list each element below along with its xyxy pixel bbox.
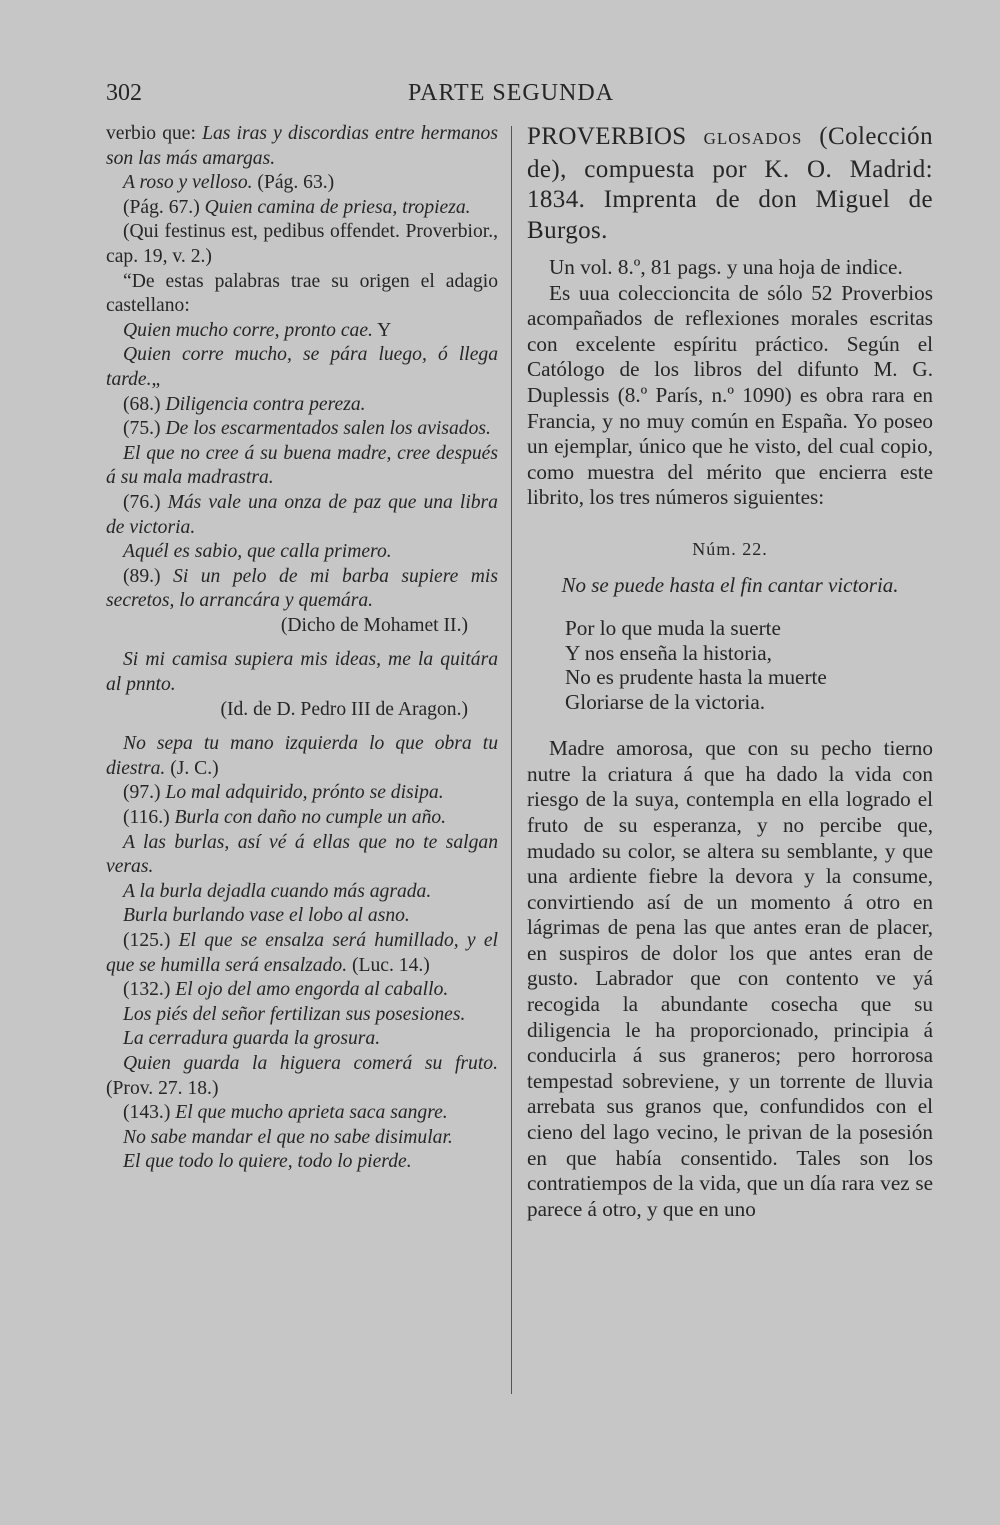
- proverb-paragraph: Los piés del señor fertilizan sus posesiones.: [123, 1003, 466, 1025]
- proverb-paragraph: El que no cree á su buena madre, cree después á su mala madrastra.: [106, 442, 498, 489]
- proverb-paragraph: “De estas palabras trae su origen el adagio castellano:: [106, 270, 498, 317]
- proverb-paragraph: verbio que: Las iras y discordias entre hermanos son las más amargas.: [106, 123, 498, 169]
- left-column: [106, 122, 498, 1175]
- proverb-paragraph: (76.) Más vale una onza de paz que una libra de victoria.: [106, 491, 498, 538]
- motto: No se puede hasta el fin cantar victoria.: [561, 572, 899, 597]
- entry-description: Un vol. 8.º, 81 pags. y una hoja de indice.: [549, 255, 903, 279]
- page-number: 302: [106, 80, 142, 106]
- number-heading: Núm. 22.: [692, 538, 768, 559]
- proverb-paragraph: Si mi camisa supiera mis ideas, me la quitára al pnnto.: [106, 649, 498, 696]
- proverb-paragraph: Burla burlando vase el lobo al asno.: [123, 905, 410, 927]
- proverb-paragraph: Quien mucho corre, pronto cae. Y: [123, 319, 392, 341]
- proverb-paragraph: (125.) El que se ensalza será humillado, y el que se humilla será ensalzado. (Luc. 14.): [106, 930, 498, 976]
- verse-line: No es prudente hasta la muerte: [565, 665, 827, 690]
- proverb-paragraph: Quien corre mucho, se pára luego, ó llega tarde.„: [106, 344, 498, 390]
- verse: [565, 616, 933, 714]
- proverb-paragraph: Quien guarda la higuera comerá su fruto. (Prov. 27. 18.): [106, 1052, 498, 1099]
- verse-line: Por lo que muda la suerte: [565, 616, 781, 641]
- proverb-paragraph: (132.) El ojo del amo engorda al caballo.: [123, 979, 449, 1001]
- entry-commentary: Es uua coleccioncita de sólo 52 Proverbios acompañados de reflexiones morales escritas con excelente espíritu práctico. Según el Católogo de los libros del difunto M. G. Duplessis (8.º París, n.º 1090) es obra rara en Francia, y no muy común en España. Yo poseo un ejemplar, único que he visto, del cual copio, como muestra del mérito que encierra este librito, los tres números siguientes:: [527, 280, 933, 510]
- verse-line: Y nos enseña la historia,: [565, 640, 772, 665]
- proverb-paragraph: La cerradura guarda la grosura.: [123, 1028, 381, 1050]
- proverb-paragraph: (116.) Burla con daño no cumple un año.: [123, 807, 447, 829]
- proverb-paragraph: A las burlas, así vé á ellas que no te salgan veras.: [106, 831, 498, 878]
- gloss-paragraph: Madre amorosa, que con su pecho tierno nutre la criatura á que ha dado la vida con riesgo de la suya, contempla en ella logrado el fruto de su esperanza, y no percibe que, mudado su color, se altera su semblante, y que una ardiente fiebre la devora y la consume, convirtiendo así de un momento á otro en lágrimas de pena las que antes eran de placer, en suspiros de dolor los que antes eran de gusto. Labrador que con contento ve yá recogida la abundante cosecha que su diligencia le ha proporcionado, principia á conducirla á sus graneros; pero horrorosa tempestad sobreviene, y un torrente de lluvia arrebata sus granos que, confundidos con el cieno del lago vecino, le privan de la posesión en que había consentido. Tales son los contratiempos de la vida, que un día rara vez se parece á otro, y que en uno: [527, 736, 933, 1221]
- proverb-paragraph: No sabe mandar el que no sabe disimular.: [123, 1126, 453, 1148]
- running-head: PARTE SEGUNDA: [408, 80, 615, 106]
- proverb-paragraph: No sepa tu mano izquierda lo que obra tu diestra. (J. C.): [106, 733, 498, 779]
- proverb-paragraph: (Pág. 67.) Quien camina de priesa, tropieza.: [123, 196, 471, 218]
- proverb-paragraph: (75.) De los escarmentados salen los avisados.: [123, 418, 491, 440]
- verse-line: Gloriarse de la victoria.: [565, 689, 766, 714]
- proverb-paragraph: Aquél es sabio, que calla primero.: [123, 541, 392, 563]
- proverb-paragraph: (97.) Lo mal adquirido, prónto se disipa.: [123, 782, 444, 804]
- attribution: (Dicho de Mohamet II.): [280, 614, 468, 636]
- right-column: [527, 122, 933, 1222]
- proverb-paragraph: El que todo lo quiere, todo lo pierde.: [123, 1151, 412, 1173]
- proverb-paragraph: (143.) El que mucho aprieta saca sangre.: [123, 1102, 448, 1124]
- proverb-paragraph: A roso y velloso. (Pág. 63.): [123, 172, 335, 194]
- entry-title: PROVERBIOS GLOSADOS (Colección de), compuesta por K. O. Madrid: 1834. Imprenta de don Miguel de Burgos.: [527, 123, 933, 244]
- proverb-paragraph: A la burla dejadla cuando más agrada.: [123, 880, 432, 902]
- attribution: (Id. de D. Pedro III de Aragon.): [220, 698, 468, 720]
- proverb-paragraph: (Qui festinus est, pedibus offendet. Proverbior., cap. 19, v. 2.): [106, 221, 498, 267]
- proverb-paragraph: (68.) Diligencia contra pereza.: [123, 393, 366, 415]
- column-divider: [511, 126, 512, 1394]
- proverb-paragraph: (89.) Si un pelo de mi barba supiere mis secretos, lo arrancára y quemára.: [106, 565, 498, 612]
